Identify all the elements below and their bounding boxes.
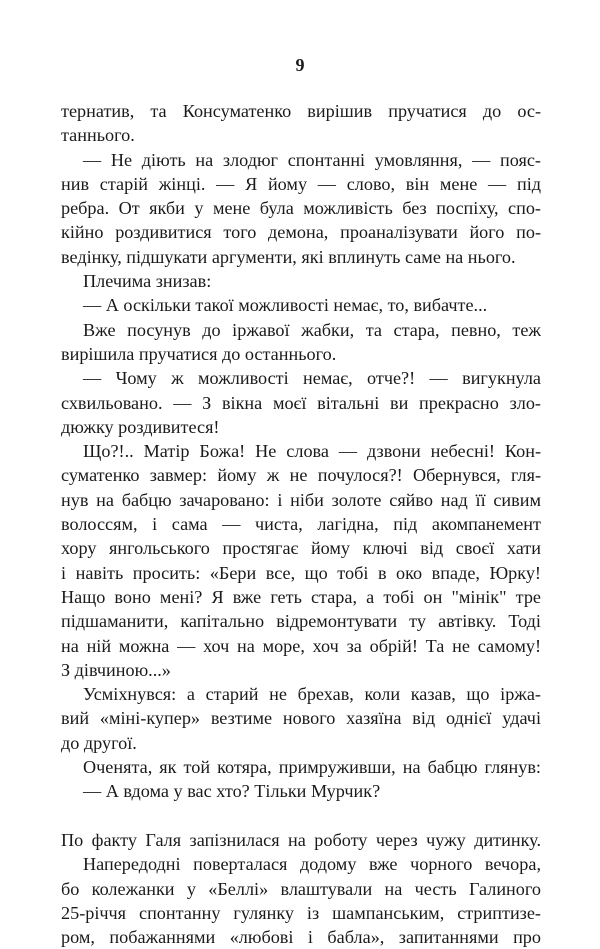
text-line: нив старій жінці. — Я йому — слово, він мене — під <box>61 173 541 194</box>
text-line: кійно роздивитися того демона, проаналізувати його по- <box>61 222 541 243</box>
text-line: — А оскільки такої можливості немає, то, вибачте... <box>83 295 488 316</box>
text-line: тернатив, та Консуматенко вирішив пручатися до ос- <box>61 101 541 121</box>
text-line: вирішила пручатися до останнього. <box>61 343 337 364</box>
text-line: на ній можна — хоч на море, хоч за обрій! Та не самому! <box>61 635 541 656</box>
text-line: Нащо воно мені? Я вже геть стара, а тобі он "мінік" тре <box>61 586 541 607</box>
text-line: і навіть просить: «Бери все, що тобі в око впаде, Юрку! <box>61 562 541 583</box>
text-line: Оченята, як той котяра, примруживши, на бабцю глянув: <box>83 757 541 778</box>
text-line: — А вдома у вас хто? Тільки Мурчик? <box>83 781 381 802</box>
text-line: — Чому ж можливості немає, отче?! — вигукнула <box>83 368 541 389</box>
text-line: Плечима знизав: <box>83 271 212 292</box>
text-line: нув на бабцю зачаровано: і ніби золоте сяйво над її сивим <box>61 489 541 510</box>
text-line: схвильовано. — З вікна моєї вітальні ви прекрасно зло- <box>61 392 541 413</box>
text-line: вий «міні-купер» везтиме нового хазяїна від однієї удачі <box>61 708 541 729</box>
page-number: 9 <box>295 55 305 75</box>
text-line: підшаманити, капітально відремонтувати ту автівку. Тоді <box>61 611 541 632</box>
text-line: Що?!.. Матір Божа! Не слова — дзвони небесні! Кон- <box>83 441 541 462</box>
text-line: — Не діють на злодюг спонтанні умовляння, — пояс- <box>83 149 541 170</box>
text-line: волоссям, і сама — чиста, лагідна, під акомпанемент <box>61 514 541 535</box>
text-line: Напередодні поверталася додому вже чорного вечора, <box>83 854 541 875</box>
text-line: ром, побажаннями «любові і бабла», запитаннями про <box>61 927 541 948</box>
text-line: дюжку роздивитеся! <box>61 416 220 437</box>
text-line: ведінку, підшукати аргументи, які вплинуть саме на нього. <box>61 246 516 267</box>
text-line: суматенко завмер: йому ж не почулося?! Обернувся, гля- <box>61 465 541 486</box>
text-line: Усміхнувся: а старий не брехав, коли казав, що іржа- <box>83 684 541 705</box>
text-line: до другої. <box>61 732 137 753</box>
text-line: Вже посунув до іржавої жабки, та стара, певно, теж <box>83 319 541 340</box>
text-line: По факту Галя запізнилася на роботу через чужу дитинку. <box>61 829 541 850</box>
text-line: бо колежанки у «Беллі» влаштували на честь Галиного <box>61 878 541 899</box>
text-line: 25-річчя спонтанну гулянку із шампанським, стриптизе- <box>61 902 541 923</box>
text-line: ребра. От якби у мене була можливість без поспіху, спо- <box>61 198 541 219</box>
section-break <box>61 804 541 828</box>
text-line: таннього. <box>61 125 135 146</box>
text-line: З дівчиною...» <box>61 659 171 680</box>
body-text <box>61 99 541 949</box>
text-line: хору янгольського простягає йому ключі від своєї хати <box>61 538 541 559</box>
